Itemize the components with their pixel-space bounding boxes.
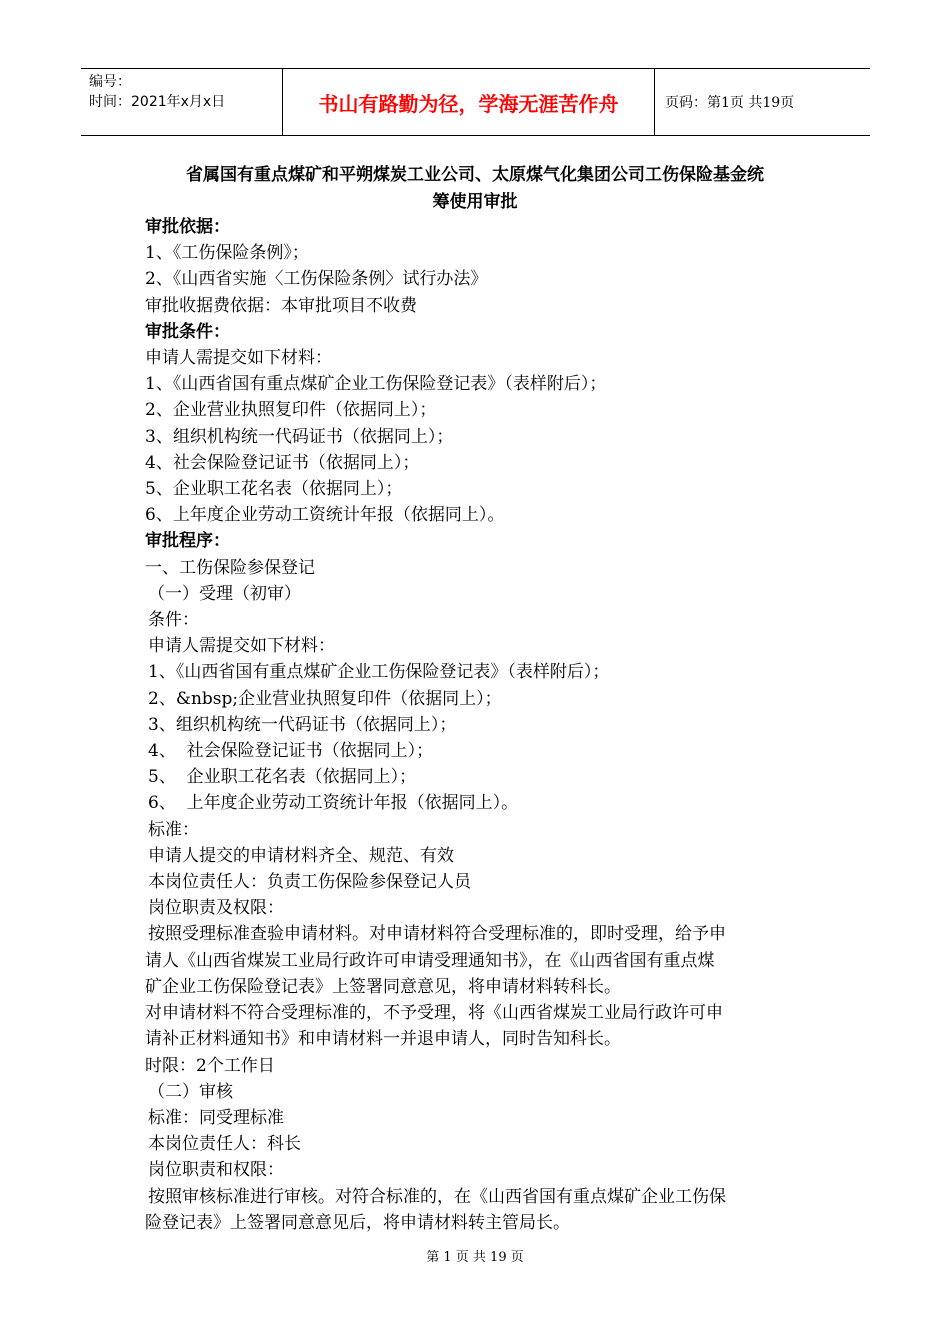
body-line: 请人《山西省煤炭工业局行政许可申请受理通知书》，在《山西省国有重点煤 [145,950,715,971]
page-label: 页码：第1页 共19页 [665,95,795,111]
body-line: 6、 上年度企业劳动工资统计年报（依据同上）。 [148,793,519,814]
body-line: （一）受理（初审） [148,583,301,604]
body-line: 申请人需提交如下材料： [148,636,335,657]
body-line: 5、 企业职工花名表（依据同上）； [148,767,417,788]
title-line-1: 省属国有重点煤矿和平朔煤炭工业公司、太原煤气化集团公司工伤保险基金统 [186,165,764,185]
body-line: 条件： [148,610,199,631]
body-line: 2、企业营业执照复印件（依据同上）； [145,400,437,421]
body-line: 1、《山西省国有重点煤矿企业工伤保险登记表》（表样附后）； [145,374,607,395]
title-line-2: 筹使用审批 [432,192,518,212]
body-line: 1、《工伤保险条例》； [145,243,309,264]
body-line: 岗位职责及权限： [148,898,284,919]
time-label: 时间：2021年x月x日 [89,94,226,110]
body-line: 2、&nbsp;企业营业执照复印件（依据同上）； [148,688,502,709]
body-line: 标准：同受理标准 [148,1107,284,1128]
document-title [145,162,805,216]
body-line: 6、上年度企业劳动工资统计年报（依据同上）。 [145,505,505,526]
header-motto-cell [283,69,655,135]
header-meta [81,69,283,135]
body-line: 审批收据费依据：本审批项目不收费 [145,295,417,316]
body-line: 按照审核标准进行审核。对符合标准的，在《山西省国有重点煤矿企业工伤保 [148,1186,726,1207]
body-line: 时限：2个工作日 [145,1055,275,1076]
body-line: 岗位职责和权限： [148,1160,284,1181]
number-label: 编号： [89,74,131,90]
page-footer: 第 1 页 共 19 页 [426,1250,524,1265]
section-heading: 审批依据： [145,217,230,237]
body-line: 4、社会保险登记证书（依据同上）； [145,452,420,473]
section-heading: 审批条件： [145,321,230,342]
body-line: 申请人提交的申请材料齐全、规范、有效 [148,845,454,866]
body-line: 5、企业职工花名表（依据同上）； [145,479,403,500]
body-line: 矿企业工伤保险登记表》上签署同意意见，将申请材料转科长。 [145,976,621,997]
document-body [145,214,815,1236]
body-line: 1、《山西省国有重点煤矿企业工伤保险登记表》（表样附后）； [148,662,610,683]
body-line: 请补正材料通知书》和申请材料一并退申请人，同时告知科长。 [145,1029,621,1050]
body-line: 本岗位责任人：科长 [148,1134,301,1155]
body-line: 2、《山西省实施〈工伤保险条例〉试行办法》 [145,269,488,290]
body-line: 本岗位责任人：负责工伤保险参保登记人员 [148,872,471,893]
body-line: 3、组织机构统一代码证书（依据同上）； [145,426,454,447]
header-page-cell [655,69,870,135]
body-line: 按照受理标准查验申请材料。对申请材料符合受理标准的，即时受理，给予申 [148,924,726,945]
body-line: 申请人需提交如下材料： [145,348,332,369]
body-line: 一、工伤保险参保登记 [145,557,315,578]
body-line: 险登记表》上签署同意意见后，将申请材料转主管局长。 [145,1212,570,1233]
header-table [81,68,870,136]
body-line: 3、组织机构统一代码证书（依据同上）； [148,714,457,735]
motto: 书山有路勤为径，学海无涯苦作舟 [318,91,619,116]
body-line: 标准： [148,819,199,840]
section-heading: 审批程序： [145,531,230,552]
body-line: 对申请材料不符合受理标准的，不予受理，将《山西省煤炭工业局行政许可申 [145,1003,723,1024]
body-line: 4、 社会保险登记证书（依据同上）； [148,741,434,762]
body-line: （二）审核 [148,1081,233,1102]
